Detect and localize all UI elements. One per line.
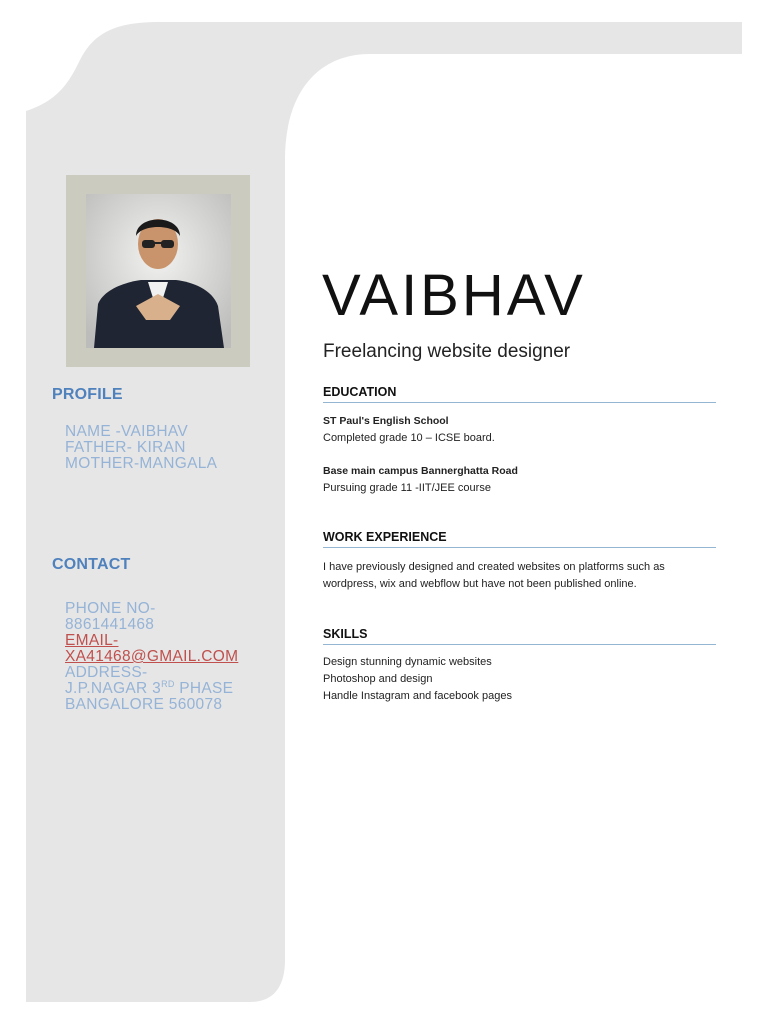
- skills-list: [323, 654, 718, 705]
- work-experience-heading: WORK EXPERIENCE: [323, 530, 716, 548]
- skill-item: Handle Instagram and facebook pages: [323, 690, 512, 702]
- profile-name: NAME -VAIBHAV: [65, 423, 189, 440]
- email-label-link[interactable]: EMAIL-: [65, 632, 119, 649]
- education-entry: [323, 463, 718, 497]
- email-link[interactable]: XA41468@GMAIL.COM: [65, 648, 239, 665]
- phone-label: PHONE NO-: [65, 600, 156, 617]
- contact-heading: CONTACT: [52, 556, 131, 573]
- contact-details: [65, 601, 238, 713]
- profile-mother: MOTHER-MANGALA: [65, 455, 218, 472]
- skill-item: Photoshop and design: [323, 673, 433, 685]
- education-detail: Pursuing grade 11 -IIT/JEE course: [323, 482, 491, 494]
- address-label: ADDRESS-: [65, 664, 148, 681]
- candidate-tagline: Freelancing website designer: [323, 341, 571, 362]
- candidate-name: VAIBHAV: [322, 263, 586, 328]
- address-street: [65, 678, 238, 697]
- profile-details: [65, 424, 217, 472]
- profile-heading: PROFILE: [52, 386, 123, 403]
- work-experience-text: I have previously designed and created websites on platforms such as wordpress, wix and webflow but have not been published online.: [323, 561, 665, 590]
- skill-item: Design stunning dynamic websites: [323, 656, 492, 668]
- address-city: BANGALORE 560078: [65, 696, 223, 713]
- address-suffix: PHASE: [174, 680, 234, 697]
- education-detail: Completed grade 10 – ICSE board.: [323, 432, 495, 444]
- skills-heading: SKILLS: [323, 627, 716, 645]
- education-school: Base main campus Bannerghatta Road: [323, 465, 518, 477]
- phone-number: 8861441468: [65, 616, 155, 633]
- profile-photo: [86, 194, 231, 348]
- education-heading: EDUCATION: [323, 385, 716, 403]
- education-school: ST Paul's English School: [323, 415, 449, 427]
- profile-photo-frame: [66, 175, 250, 367]
- address-prefix: J.P.NAGAR 3: [65, 680, 162, 697]
- education-entry: [323, 413, 718, 447]
- address-superscript: RD: [161, 678, 175, 689]
- profile-father: FATHER- KIRAN: [65, 439, 186, 456]
